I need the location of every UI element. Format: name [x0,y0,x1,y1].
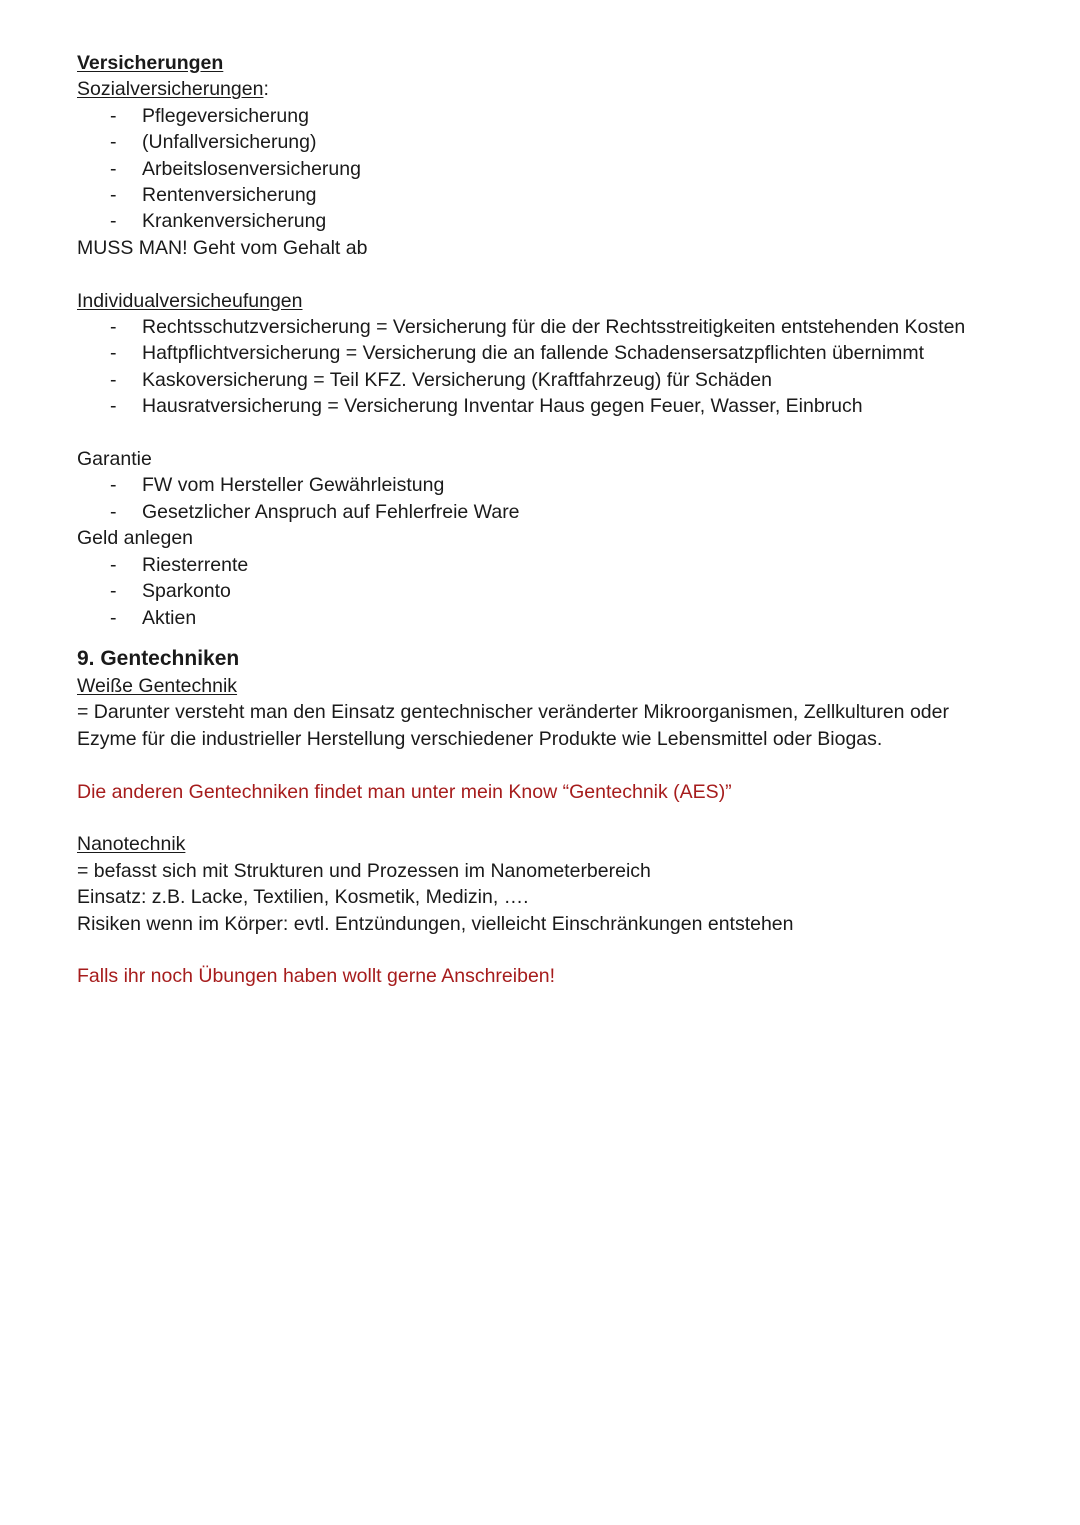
section-title-versicherungen: Versicherungen [77,52,224,74]
list-item: - Haftpflichtversicherung = Versicherung die an fallende Schadensersatzpflichten übernimmt [77,340,1037,366]
list-item: - Kaskoversicherung = Teil KFZ. Versicherung (Kraftfahrzeug) für Schäden [77,367,1037,393]
gentechnik-note: Die anderen Gentechniken findet man unter mein Know “Gentechnik (AES)” [77,780,732,803]
nano-heading: Nanotechnik [77,833,186,856]
list-item: - Krankenversicherung [77,208,1037,234]
sozial-note: MUSS MAN! Geht vom Gehalt ab [77,236,368,259]
list-item: - Rechtsschutzversicherung = Versicherung für die der Rechtsstreitigkeiten entstehenden Kosten [77,314,1037,340]
spacer [77,261,1037,287]
garantie-list [77,472,1037,525]
nano-line: Einsatz: z.B. Lacke, Textilien, Kosmetik, Medizin, …. [77,886,529,909]
geld-heading: Geld anlegen [77,527,194,550]
garantie-heading: Garantie [77,448,152,471]
weisse-heading: Weiße Gentechnik [77,674,238,697]
list-item: - Pflegeversicherung [77,103,1037,129]
list-item: - Sparkonto [77,578,1037,604]
nano-line: Risiken wenn im Körper: evtl. Entzündungen, vielleicht Einschränkungen entstehen [77,912,794,935]
list-item: - Riesterrente [77,552,1037,578]
spacer [77,805,1037,831]
individual-list [77,314,1037,420]
spacer [77,420,1037,446]
list-item: - Rentenversicherung [77,182,1037,208]
weisse-text: = Darunter versteht man den Einsatz gentechnischer veränderter Mikroorganismen, Zellkulturen oder Ezyme für die industrieller Herstellung verschiedener Produkte wie Lebensmittel oder Biogas. [77,701,949,750]
sozial-heading-colon: : [263,78,269,101]
list-item: - Arbeitslosenversicherung [77,156,1037,182]
geld-list [77,552,1037,631]
list-item: - (Unfallversicherung) [77,129,1037,155]
section-title-gentechniken: 9. Gentechniken [77,646,240,670]
nano-line: = befasst sich mit Strukturen und Prozessen im Nanometerbereich [77,859,651,882]
document-page [77,50,1037,990]
list-item: - FW vom Hersteller Gewährleistung [77,472,1037,498]
sozial-list [77,103,1037,235]
list-item: - Gesetzlicher Anspruch auf Fehlerfreie Ware [77,499,1037,525]
sozial-heading-line [77,76,1037,102]
sozial-heading: Sozialversicherungen [77,78,264,101]
spacer [77,752,1037,778]
list-item: - Aktien [77,605,1037,631]
spacer [77,937,1037,963]
individual-heading: Individualversicheufungen [77,289,303,312]
closing-note: Falls ihr noch Übungen haben wollt gerne Anschreiben! [77,965,556,988]
list-item: - Hausratversicherung = Versicherung Inventar Haus gegen Feuer, Wasser, Einbruch [77,393,1037,419]
